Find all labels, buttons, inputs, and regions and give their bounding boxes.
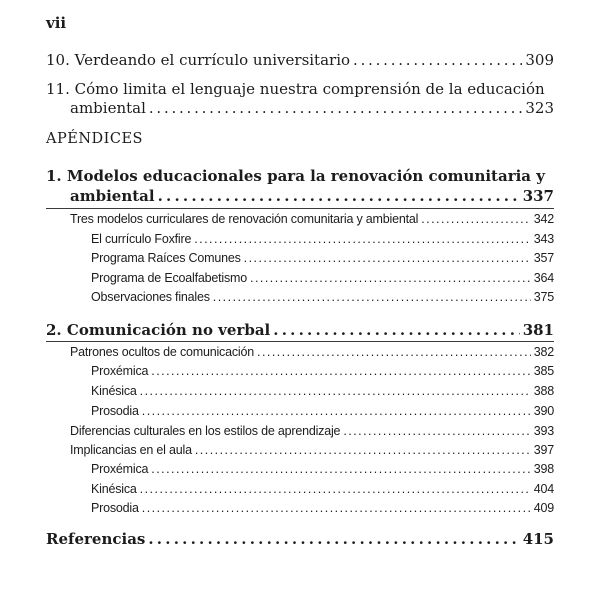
leader-dots bbox=[353, 51, 522, 69]
leader-dots bbox=[140, 384, 531, 398]
leader-dots bbox=[149, 99, 522, 117]
leader-dots bbox=[257, 345, 531, 359]
toc-subsection: Prosodia . . . 409 bbox=[91, 501, 554, 515]
leader-dots bbox=[142, 404, 531, 418]
leader-dots bbox=[250, 271, 531, 285]
leader-dots bbox=[148, 530, 519, 548]
page-ref: 390 bbox=[533, 404, 554, 418]
page-ref: 364 bbox=[533, 271, 554, 285]
toc-subsection: Proxémica . . . 385 bbox=[91, 364, 554, 378]
leader-dots bbox=[142, 501, 531, 515]
toc-entry-chapter-11 bbox=[70, 99, 554, 117]
toc-section: Tres modelos curriculares de renovación comunitaria y ambiental . . . 342 bbox=[70, 212, 554, 226]
toc-subsection: El currículo Foxfire . . . 343 bbox=[91, 232, 554, 246]
page-ref: 404 bbox=[533, 482, 554, 496]
toc-entry-appendix-1 bbox=[70, 187, 554, 205]
toc-subsection: Programa de Ecoalfabetismo . . . 364 bbox=[91, 271, 554, 285]
references-title: Referencias bbox=[46, 530, 146, 548]
toc-section: Implicancias en el aula . . . 397 bbox=[70, 443, 554, 457]
leader-dots bbox=[343, 424, 530, 438]
appendix-title: Comunicación no verbal bbox=[66, 321, 271, 339]
toc-entry-references bbox=[46, 530, 554, 548]
leader-dots bbox=[151, 364, 530, 378]
divider bbox=[46, 341, 554, 342]
chapter-title-line1: Cómo limita el lenguaje nuestra comprensión de la educación bbox=[74, 80, 545, 98]
toc-entry-chapter-10 bbox=[46, 51, 554, 69]
page-ref: 397 bbox=[533, 443, 554, 457]
page-ref: 323 bbox=[525, 99, 554, 117]
page-ref: 337 bbox=[522, 187, 554, 205]
leader-dots bbox=[213, 290, 531, 304]
toc-subsection: Kinésica . . . 404 bbox=[91, 482, 554, 496]
toc-subsection: Prosodia . . . 390 bbox=[91, 404, 554, 418]
toc-subsection: Proxémica . . . 398 bbox=[91, 462, 554, 476]
leader-dots bbox=[151, 462, 530, 476]
page-ref: 385 bbox=[533, 364, 554, 378]
leader-dots bbox=[195, 443, 531, 457]
leader-dots bbox=[158, 187, 520, 205]
page-ref: 409 bbox=[533, 501, 554, 515]
appendix-title-line1: Modelos educacionales para la renovación comunitaria y bbox=[66, 167, 545, 185]
page-ref: 393 bbox=[533, 424, 554, 438]
divider bbox=[46, 208, 554, 209]
page-number: vii bbox=[46, 14, 67, 32]
page-ref: 309 bbox=[525, 51, 554, 69]
chapter-title: Verdeando el currículo universitario bbox=[74, 51, 351, 69]
toc-entry-appendix-2 bbox=[46, 321, 554, 339]
leader-dots bbox=[273, 321, 519, 339]
page-ref: 343 bbox=[533, 232, 554, 246]
appendix-number: 2. bbox=[46, 321, 62, 339]
page-ref: 382 bbox=[533, 345, 554, 359]
leader-dots bbox=[194, 232, 531, 246]
leader-dots bbox=[140, 482, 531, 496]
page-ref: 375 bbox=[533, 290, 554, 304]
chapter-title-line2: ambiental bbox=[70, 99, 146, 117]
page-ref: 381 bbox=[522, 321, 554, 339]
toc-subsection: Kinésica . . . 388 bbox=[91, 384, 554, 398]
toc-subsection: Programa Raíces Comunes . . . 357 bbox=[91, 251, 554, 265]
toc-subsection: Observaciones finales . . . 375 bbox=[91, 290, 554, 304]
page-ref: 342 bbox=[533, 212, 554, 226]
appendix-number: 1. bbox=[46, 167, 62, 185]
appendix-title-line2: ambiental bbox=[70, 187, 155, 205]
toc-entry-chapter-11-line1 bbox=[46, 80, 545, 98]
page-ref: 388 bbox=[533, 384, 554, 398]
page-ref: 415 bbox=[522, 530, 554, 548]
appendix-1-title-line1 bbox=[46, 167, 545, 185]
toc-section: Diferencias culturales en los estilos de aprendizaje . . . 393 bbox=[70, 424, 554, 438]
chapter-number: 11. bbox=[46, 80, 70, 98]
toc-section: Patrones ocultos de comunicación . . . 382 bbox=[70, 345, 554, 359]
page-ref: 398 bbox=[533, 462, 554, 476]
page-ref: 357 bbox=[533, 251, 554, 265]
appendices-heading: APÉNDICES bbox=[46, 131, 143, 147]
leader-dots bbox=[244, 251, 531, 265]
chapter-number: 10. bbox=[46, 51, 70, 69]
leader-dots bbox=[421, 212, 531, 226]
